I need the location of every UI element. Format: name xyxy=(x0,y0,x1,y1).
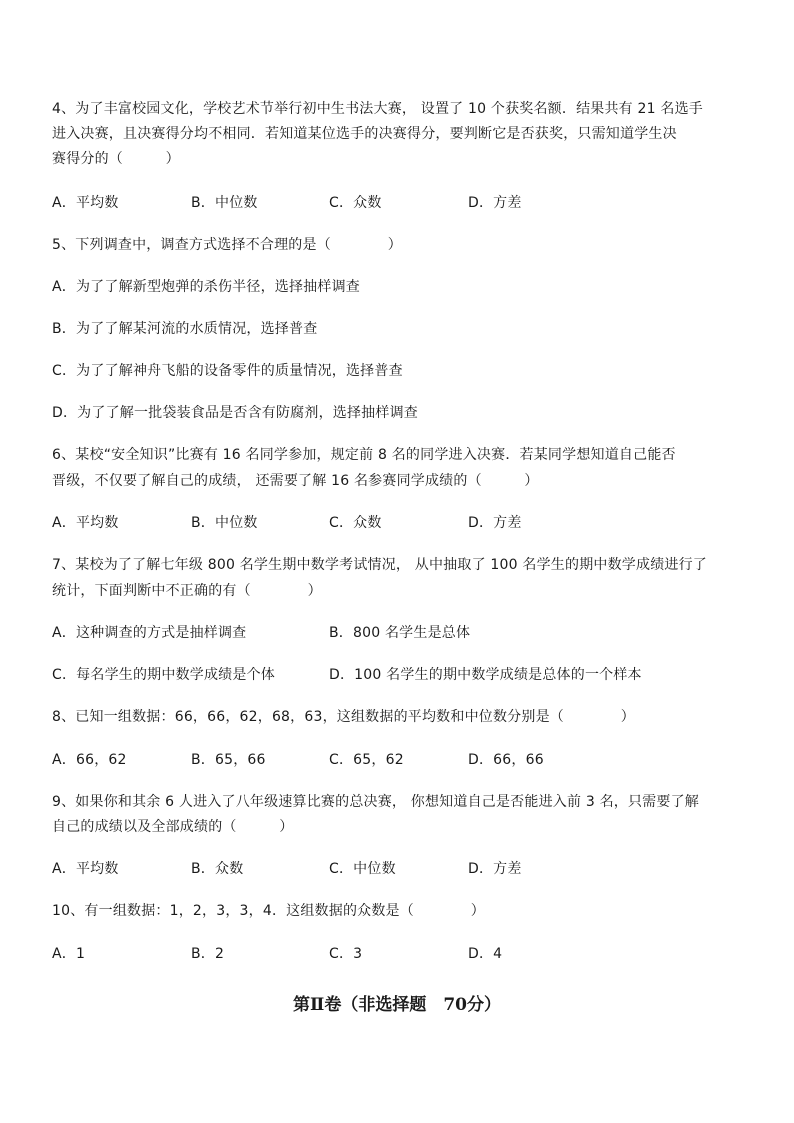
question-7-option-a: A．这种调查的方式是抽样调查 xyxy=(52,625,247,641)
question-8-stem-line-1: 8、已知一组数据：66，66，62，68，63，这组数据的平均数和中位数分别是（ ） xyxy=(52,709,635,725)
question-4-stem-line-2: 进入决赛，且决赛得分均不相同．若知道某位选手的决赛得分，要判断它是否获奖，只需知道学生决 xyxy=(52,126,677,142)
question-7-stem-line-2: 统计，下面判断中不正确的有（ ） xyxy=(52,583,322,599)
question-9-option-a: A．平均数 xyxy=(52,861,119,877)
question-7-stem-line-1: 7、某校为了了解七年级 800 名学生期中数学考试情况， 从中抽取了 100 名学生的期中数学成绩进行了 xyxy=(52,557,707,573)
question-5-option-b: B．为了了解某河流的水质情况，选择普查 xyxy=(52,321,318,337)
question-10-option-d: D．4 xyxy=(468,946,503,962)
question-7-option-d: D．100 名学生的期中数学成绩是总体的一个样本 xyxy=(329,667,642,683)
question-10-option-c: C．3 xyxy=(329,946,363,962)
question-4-stem-line-3: 赛得分的（ ） xyxy=(52,151,180,167)
question-5-stem-line-1: 5、下列调查中，调查方式选择不合理的是（ ） xyxy=(52,237,402,253)
section-heading: 第Ⅱ卷（非选择题 70分） xyxy=(293,995,501,1015)
question-4-option-c: C．众数 xyxy=(329,195,382,211)
question-9-option-d: D．方差 xyxy=(468,861,522,877)
question-8-option-c: C．65，62 xyxy=(329,752,404,768)
question-10-option-a: A．1 xyxy=(52,946,86,962)
question-8-option-b: B．65，66 xyxy=(191,752,266,768)
question-4-option-b: B．中位数 xyxy=(191,195,258,211)
question-7-option-c: C．每名学生的期中数学成绩是个体 xyxy=(52,667,275,683)
question-10-option-b: B．2 xyxy=(191,946,225,962)
question-9-option-c: C．中位数 xyxy=(329,861,396,877)
question-6-option-d: D．方差 xyxy=(468,515,522,531)
question-5-option-c: C．为了了解神舟飞船的设备零件的质量情况，选择普查 xyxy=(52,363,403,379)
question-4-stem-line-1: 4、为了丰富校园文化，学校艺术节举行初中生书法大赛， 设置了 10 个获奖名额．结果共有 21 名选手 xyxy=(52,101,703,117)
question-5-option-a: A．为了了解新型炮弹的杀伤半径，选择抽样调查 xyxy=(52,279,360,295)
question-4-option-d: D．方差 xyxy=(468,195,522,211)
question-9-option-b: B．众数 xyxy=(191,861,244,877)
question-4-option-a: A．平均数 xyxy=(52,195,119,211)
question-6-option-c: C．众数 xyxy=(329,515,382,531)
question-5-option-d: D．为了了解一批袋装食品是否含有防腐剂，选择抽样调查 xyxy=(52,405,418,421)
question-7-option-b: B．800 名学生是总体 xyxy=(329,625,471,641)
question-8-option-d: D．66，66 xyxy=(468,752,544,768)
question-9-stem-line-1: 9、如果你和其余 6 人进入了八年级速算比赛的总决赛， 你想知道自己是否能进入前 3 名，只需要了解 xyxy=(52,794,699,810)
question-6-option-b: B．中位数 xyxy=(191,515,258,531)
question-6-option-a: A．平均数 xyxy=(52,515,119,531)
question-6-stem-line-2: 晋级，不仅要了解自己的成绩， 还需要了解 16 名参赛同学成绩的（ ） xyxy=(52,473,539,489)
question-6-stem-line-1: 6、某校“安全知识”比赛有 16 名同学参加，规定前 8 名的同学进入决赛．若某同学想知道自己能否 xyxy=(52,447,676,463)
question-9-stem-line-2: 自己的成绩以及全部成绩的（ ） xyxy=(52,819,294,835)
question-10-stem-line-1: 10、有一组数据：1，2，3，3，4．这组数据的众数是（ ） xyxy=(52,903,485,919)
question-8-option-a: A．66，62 xyxy=(52,752,127,768)
